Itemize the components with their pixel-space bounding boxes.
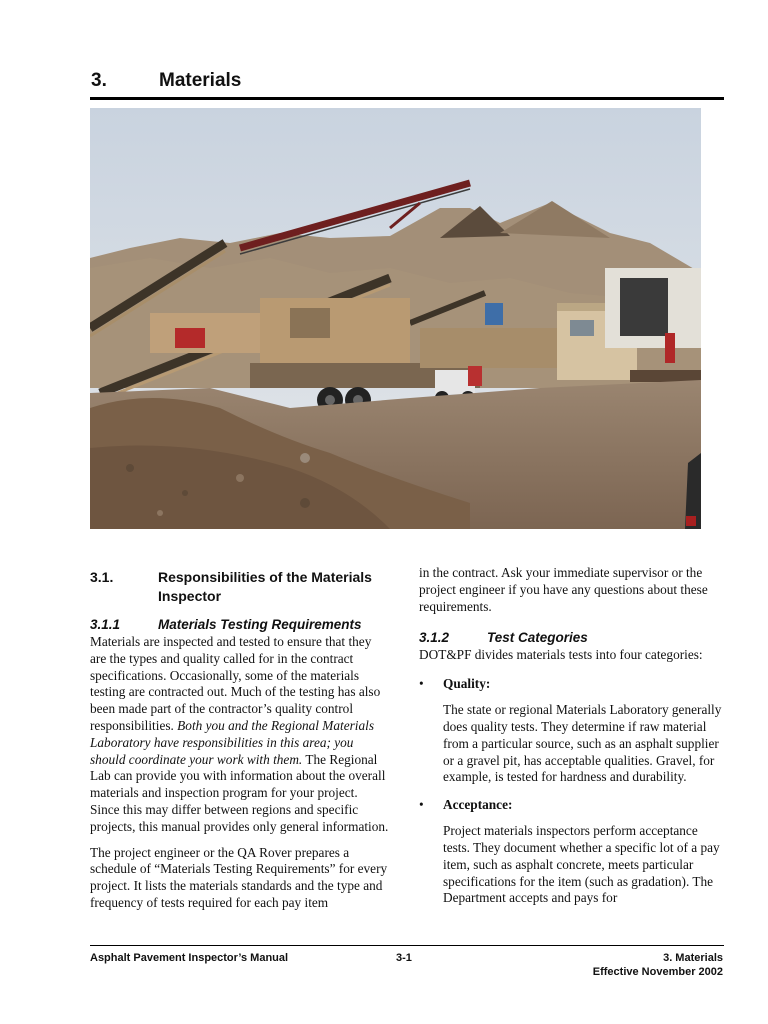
subsection-title: Test Categories (487, 630, 588, 646)
footer-chapter: 3. Materials (663, 952, 723, 964)
bullet-acceptance (419, 796, 724, 813)
right-column (419, 565, 724, 907)
paragraph-continuation: in the contract. Ask your immediate supervisor or the project engineer if you have any questions about these requirements. (419, 565, 708, 614)
subsection-number: 3.1.1 (90, 617, 121, 632)
quality-description: The state or regional Materials Laboratory generally does quality tests. They determine if raw material from a particular source, such as an asphalt supplier or a gravel pit, has acceptable qualities. Gravel, for example, is tested for hardness and durability. (443, 702, 722, 785)
footer-rule (90, 945, 724, 946)
bullet-label: Quality: (443, 676, 491, 692)
chapter-title: Materials (159, 70, 242, 91)
paragraph-project-engineer: The project engineer or the QA Rover prepares a schedule of “Materials Testing Requirements” for every project. It lists the materials standards and the type and frequency of tests required for each pay item (90, 844, 388, 910)
section-3-1-2-heading (419, 629, 724, 647)
bullet-label: Acceptance: (443, 797, 513, 813)
bullet-marker: • (419, 676, 424, 692)
paragraph-text-cont: The Regional Lab can provide you with information about the overall materials and inspection program for your project. Since this may differ between regions and specific projects, this manual provides only general information. (90, 751, 389, 834)
footer-page-number: 3-1 (396, 952, 412, 964)
section-3-1-1-heading (90, 616, 390, 634)
bullet-marker: • (419, 797, 424, 813)
gravel-plant-photo (90, 108, 701, 529)
bullet-quality (419, 675, 724, 692)
heading-rule (90, 97, 724, 100)
paragraph-materials-inspected (90, 634, 390, 836)
paragraph-italic-text: Both you and the Regional Materials Laboratory have responsibilities in this area; you should coordinate your work with them. (90, 717, 375, 767)
footer-effective-date: Effective November 2002 (592, 966, 723, 978)
paragraph-text: Materials are inspected and tested to ensure that they are the types and quality called for in the contract specifications. Occasionally, some of the materials testing are contracted out. Much of the testing has also been made part of the contractor’s quality control responsibilities. (90, 634, 381, 733)
acceptance-description: Project materials inspectors perform acceptance tests. They document whether a specific lot of a pay item, such as asphalt concrete, meets particular specifications for the item (such as gradation). The Department accepts and pays for (443, 823, 720, 906)
section-title-line-1: Responsibilities of the Materials (158, 569, 372, 585)
section-title-line-2: Inspector (158, 588, 222, 604)
test-categories-intro: DOT&PF divides materials tests into four categories: (419, 647, 703, 663)
subsection-number: 3.1.2 (419, 630, 450, 646)
chapter-number: 3. (91, 70, 107, 91)
subsection-title: Materials Testing Requirements (158, 617, 362, 632)
section-number: 3.1. (90, 569, 114, 585)
left-column (90, 568, 390, 912)
footer-manual-title: Asphalt Pavement Inspector’s Manual (90, 952, 289, 964)
section-3-1-heading (90, 568, 390, 606)
